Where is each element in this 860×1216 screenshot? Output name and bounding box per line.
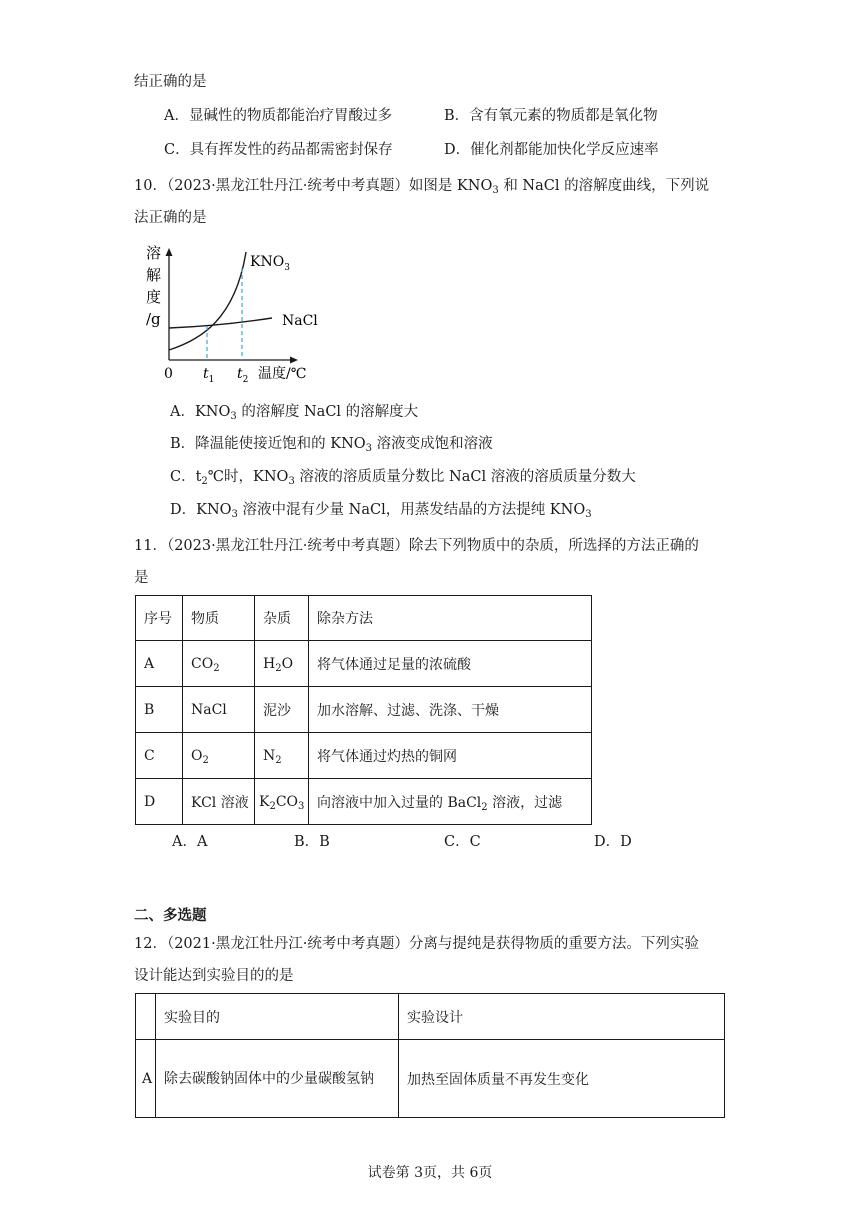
q11-stem: 11．（2023·黑龙江牡丹江·统考中考真题）除去下列物质中的杂质，所选择的方法正确的 xyxy=(134,538,699,554)
cell-method: 将气体通过灼热的铜网 xyxy=(309,733,592,779)
header-cell-substance: 物质 xyxy=(183,596,255,641)
table-row xyxy=(136,779,592,825)
q9-option-d: D．催化剂都能加快化学反应速率 xyxy=(444,142,659,158)
header-cell-id xyxy=(136,994,156,1040)
q11-option-a: A．A xyxy=(172,834,208,850)
nacl-curve xyxy=(169,318,272,328)
t1-label: $t_1$ xyxy=(203,366,215,385)
q11-option-b: B．B xyxy=(294,834,330,850)
t2-label: $t_2$ xyxy=(237,366,249,385)
q11-table xyxy=(135,595,592,825)
q11-option-d: D．D xyxy=(594,834,632,850)
header-cell-purpose: 实验目的 xyxy=(156,994,399,1040)
table-header-row xyxy=(136,596,592,641)
x-axis-label: 温度/℃ xyxy=(258,366,307,382)
q9-option-c: C．具有挥发性的药品都需密封保存 xyxy=(164,142,393,158)
table-row xyxy=(136,1040,725,1118)
cell-substance: $CO_2$ xyxy=(183,641,255,687)
cell-design: 加热至固体质量不再发生变化 xyxy=(399,1040,725,1118)
table-row xyxy=(136,641,592,687)
cell-id: A xyxy=(136,641,183,687)
cell-substance: NaCl xyxy=(183,687,255,733)
y-axis-label-1: 溶 xyxy=(146,244,162,262)
y-axis-label-3: 度 xyxy=(146,288,162,306)
cell-id: B xyxy=(136,687,183,733)
section-title-multiple-choice: 二、多选题 xyxy=(134,908,207,924)
cell-substance: KCl 溶液 xyxy=(183,779,255,825)
cell-id: A xyxy=(136,1040,156,1118)
cell-method: 加水溶解、过滤、洗涤、干燥 xyxy=(309,687,592,733)
y-axis-label-2: 解 xyxy=(146,266,162,284)
cell-method: 将气体通过足量的浓硫酸 xyxy=(309,641,592,687)
y-axis-label-4: /g xyxy=(146,310,161,328)
origin-label: 0 xyxy=(164,366,173,382)
q9-option-a: A．显碱性的物质都能治疗胃酸过多 xyxy=(164,108,392,124)
q12-stem-line2: 设计能达到实验目的的是 xyxy=(134,968,294,984)
y-axis-arrow xyxy=(166,248,173,256)
cell-method: 向溶液中加入过量的 BaCl$_2$ 溶液，过滤 xyxy=(309,779,592,825)
q10-stem: 10．（2023·黑龙江牡丹江·统考中考真题）如图是 $KNO_3$ 和 NaCl 的溶解度曲线，下列说 xyxy=(134,178,710,196)
q9-option-b: B．含有氧元素的物质都是氧化物 xyxy=(444,108,658,124)
table-row xyxy=(136,687,592,733)
q10-option-b: B．降温能使接近饱和的 $KNO_3$ 溶液变成饱和溶液 xyxy=(170,436,493,454)
header-cell-impurity: 杂质 xyxy=(255,596,309,641)
cell-impurity: $H_2O$ xyxy=(255,641,309,687)
page-footer: 试卷第 3页，共 6页 xyxy=(367,1165,493,1181)
x-axis-arrow xyxy=(290,357,298,364)
q11-option-c: C．C xyxy=(444,834,481,850)
kno3-label: $KNO_3$ xyxy=(250,254,290,273)
header-cell-id: 序号 xyxy=(136,596,183,641)
q10-option-a: A．$KNO_3$ 的溶解度 NaCl 的溶解度大 xyxy=(170,404,419,422)
cell-impurity: 泥沙 xyxy=(255,687,309,733)
cell-impurity: $K_2CO_3$ xyxy=(255,779,309,825)
cell-id: C xyxy=(136,733,183,779)
q9-stem-tail: 结正确的是 xyxy=(134,74,207,90)
table-row xyxy=(136,733,592,779)
header-cell-design: 实验设计 xyxy=(399,994,725,1040)
nacl-label: NaCl xyxy=(282,313,318,329)
cell-impurity: $N_2$ xyxy=(255,733,309,779)
solubility-curve-graph xyxy=(140,240,330,390)
cell-id: D xyxy=(136,779,183,825)
q10-stem-line2: 法正确的是 xyxy=(134,210,207,226)
q12-table xyxy=(135,993,725,1118)
q10-option-c: C．$t_2℃$时，$KNO_3$ 溶液的溶质质量分数比 NaCl 溶液的溶质质量分数大 xyxy=(170,469,636,487)
cell-substance: $O_2$ xyxy=(183,733,255,779)
table-header-row xyxy=(136,994,725,1040)
header-cell-method: 除杂方法 xyxy=(309,596,592,641)
cell-purpose: 除去碳酸钠固体中的少量碳酸氢钠 xyxy=(156,1040,399,1118)
q11-stem-line2: 是 xyxy=(134,570,149,586)
q10-option-d: D．$KNO_3$ 溶液中混有少量 NaCl，用蒸发结晶的方法提纯 $KNO_3$ xyxy=(170,502,592,520)
q12-stem: 12．（2021·黑龙江牡丹江·统考中考真题）分离与提纯是获得物质的重要方法。下列实验 xyxy=(134,936,699,952)
